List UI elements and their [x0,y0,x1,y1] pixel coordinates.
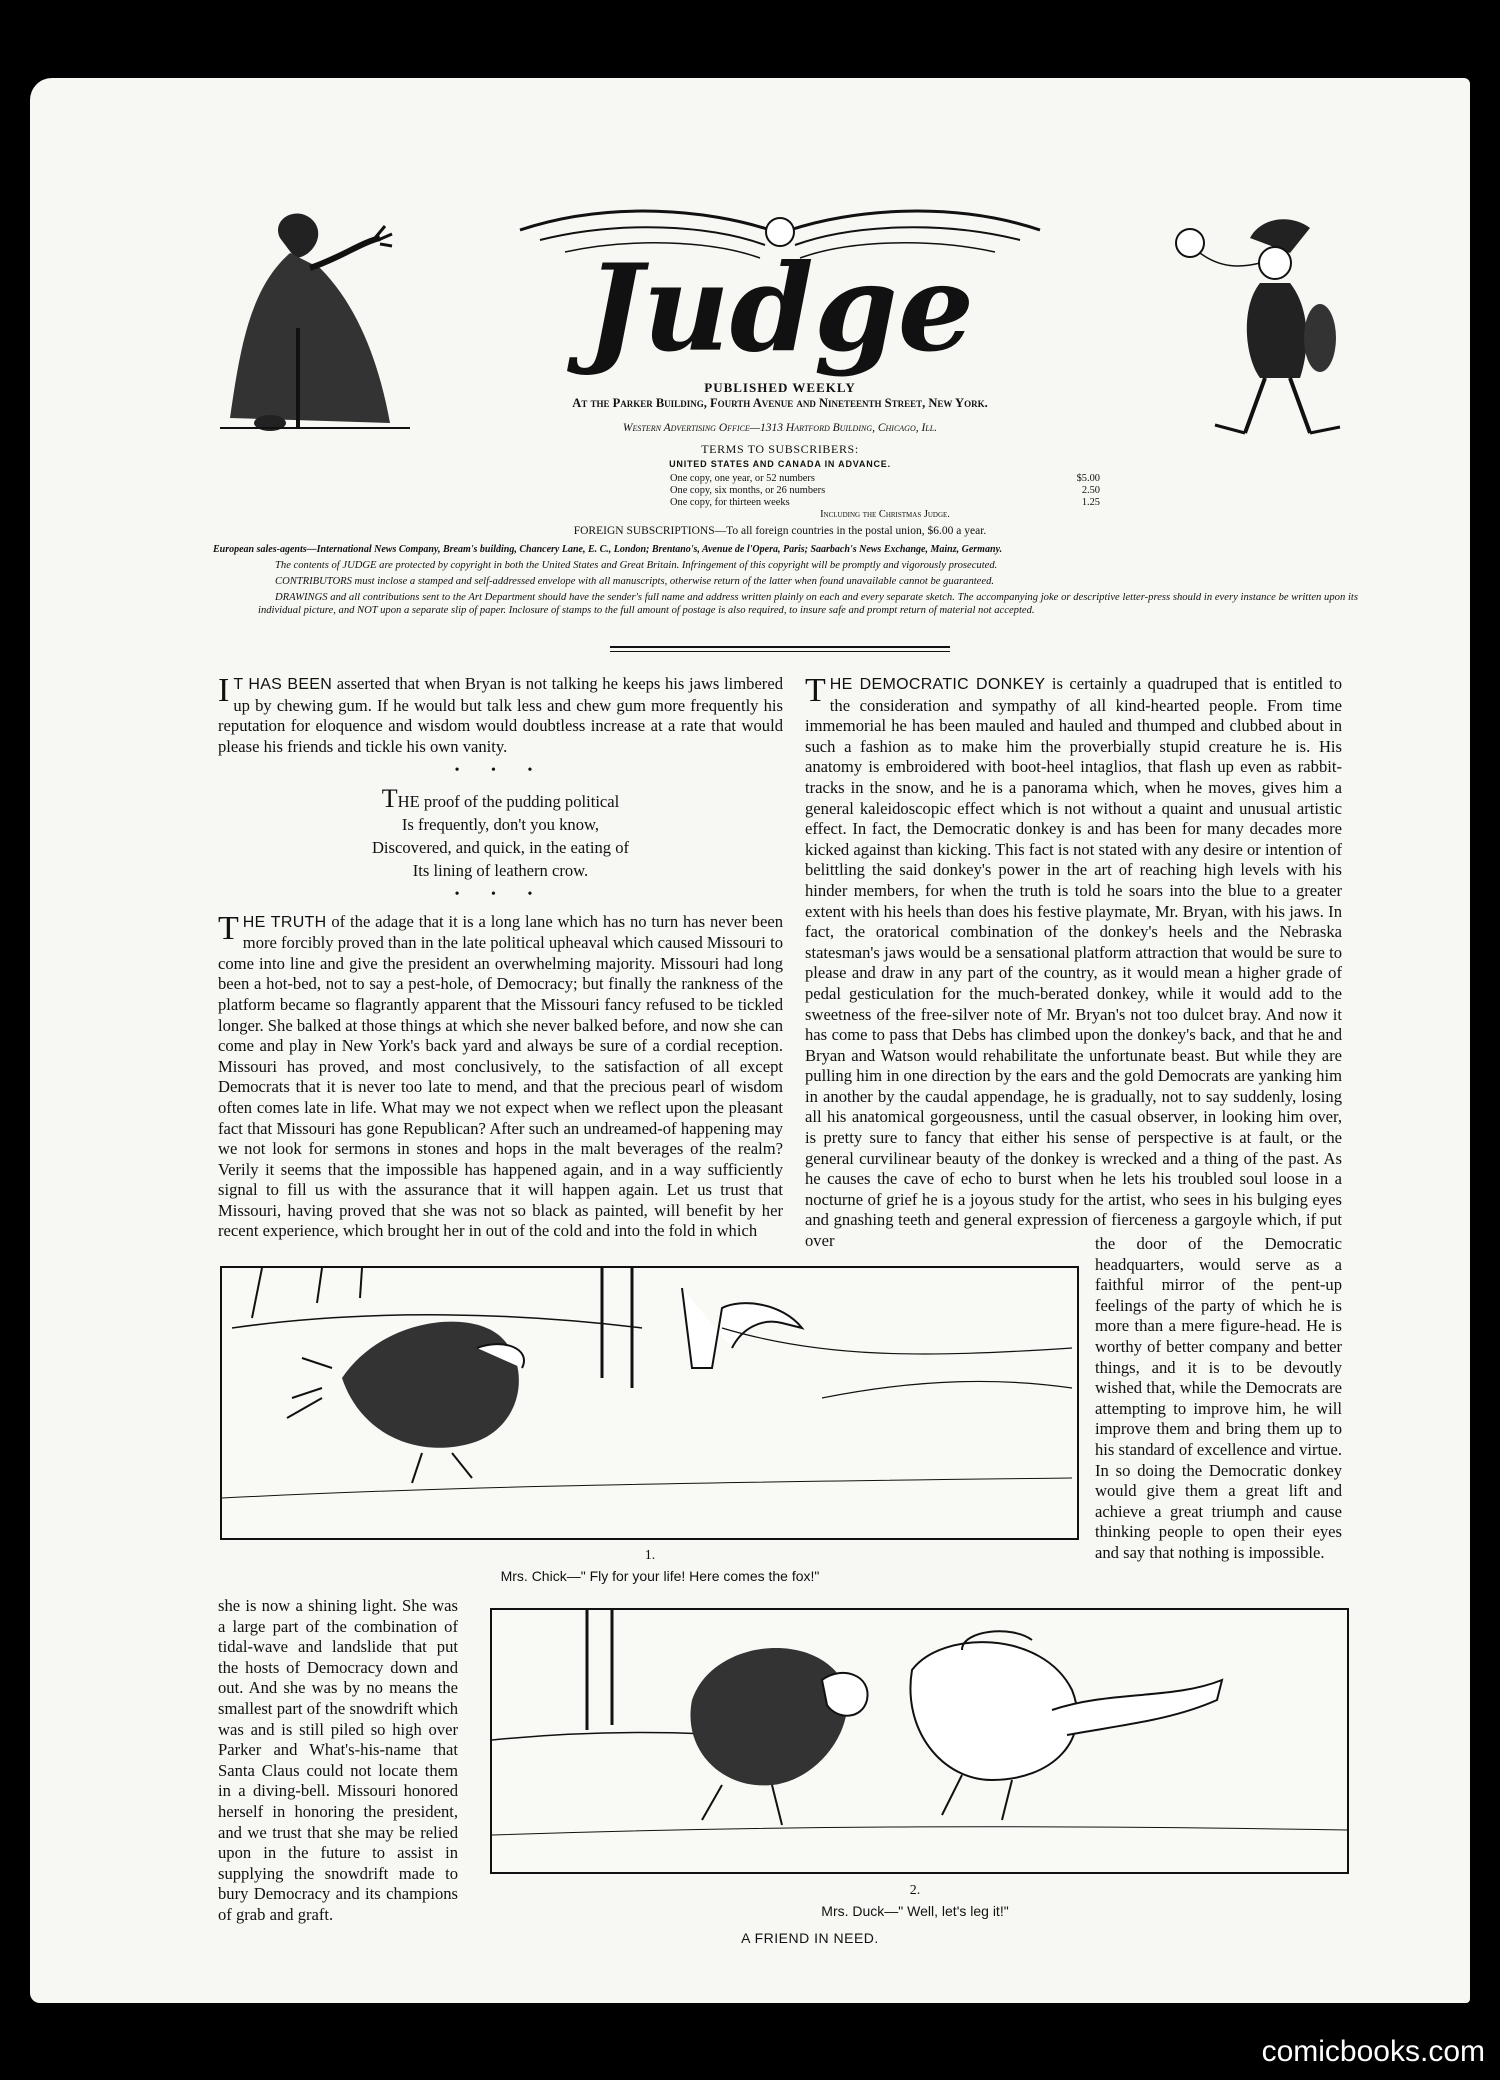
watermark: comicbooks.com [1261,2035,1485,2068]
poem: THE proof of the pudding political Is frequently, don't you know, Discovered, and quick, in the eating of Its lining of leathern crow. [371,783,630,880]
terms-heading: TERMS TO SUBSCRIBERS: [701,442,859,456]
paragraph-bryan: I T HAS BEEN asserted that when Bryan is not talking he keeps his jaws limbered up by chewing gum. If he would but talk less and chew gum more frequently his reputation for eloquence and wisdom would doubtless increase at a rate that would please his friends and tickle his own vanity. [218,672,783,756]
left-column [218,674,783,1242]
panel-2-caption: Mrs. Duck—" Well, let's leg it!" [821,1903,1009,1919]
terms-row: One copy, for thirteen weeks 1.25 [670,497,1100,508]
separator-dots: • • • [454,886,547,902]
contributors-notice: CONTRIBUTORS must inclose a stamped and self-addressed envelope with all manuscripts, otherwise return of the latter when found unavailable cannot be guaranteed. [275,576,995,587]
copyright-notice: The contents of JUDGE are protected by copyright in both the United States and Great Britain. Infringement of this copyright will be promptly and vigorously prosecuted. [275,560,998,571]
cartoon-panel-2 [490,1608,1349,1874]
european-agents: European sales-agents—International News Company, Bream's building, Chancery Lane, E. C., London; Brentano's, Avenue de l'Opera, Paris; Saarbach's News Exchange, Mainz, Germany. [213,544,1003,555]
cartoon-title: A FRIEND IN NEED. [741,1930,879,1946]
drawings-notice: DRAWINGS and all contributions sent to the Art Department should have the sender's full name and address written plainly on each and every separate sketch. The accompanying joke or descriptive letter-press should in every instance be written upon its individual picture, and NOT upon a separate slip of paper. Inclosure of stamps to the full amount of postage is also required, to insure safe and prompt return of material not accepted. [258,592,1358,616]
terms-row: One copy, one year, or 52 numbers $5.00 [670,473,1100,484]
cartoon-panel-1 [220,1266,1079,1540]
magazine-page [30,78,1470,2003]
panel-1-number: 1. [644,1548,656,1563]
logo-text: Judge [585,238,975,379]
terms-table [670,473,1100,521]
chick-duck-drawing [492,1610,1347,1872]
right-column-narrow: the door of the Democratic headquarters, would serve as a faithful mirror of the pent-up feelings of the party of which he is more than a mere figure-head. He is worthy of better company and better things, and it is to be devoutly wished that, while the Democrats are attempting to improve him, he will improve them and bring them up to his standard of excellence and virtue. In so doing the Democratic donkey would give them a great lift and achieve a great triumph and cause thinking people to open their eyes and say that nothing is impossible. [1095,1234,1342,1562]
paragraph-donkey: THE DEMOCRATIC DONKEY is certainly a quadruped that is entitled to the consideration and sympathy of all kind-hearted people. From time immemorial he has been mauled and hauled and thumped and clubbed about in such a fashion as to make him the proverbially stupid creature he is. His anatomy is embroidered with boot-heel intaglios, that flash up even as rabbit-tracks in the snow, and he is a panorama which, when he moves, gives him a general kaleidoscopic effect which is not without a quaint and unusual artistic effect. In fact, the Democratic donkey is and has been for many decades more kicked against than kicking. This fact is not stated with any desire or intention of belittling the said donkey's power in the art of reaching high levels with his hinder members, for when the truth is told he soars into the blue to a greater extent with his heels than does his festive playmate, Mr. Bryan, with his jaws. In fact, the oratorical combination of the donkey's heels and the Nebraska statesman's jaws would be a sensational platform attraction that would be sure to please and draw in any part of the country, as it would mean a higher grade of pedal gesticulation for the much-berated donkey, while it would add to the sweetness of the free-silver note of Mr. Bryan's not too dulcet bray. And now it has come to pass that Debs has climbed upon the donkey's back, and that he and Bryan and Watson would rehabilitate the unfortunate beast. But while they are pulling him in one direction by the ears and the gold Democrats are yanking him in another by the caudal appendage, he is gradually, not to say suddenly, losing all his anatomical gorgeousness, until the casual observer, in looking him over, is pretty sure to fancy that either his sense of perspective is at fault, or the general curvilinear beauty of the donkey is wrecked and a thing of the past. As he causes the cave of echo to burst when he lets his troubled soul loose in a nocturne of grief he is a joyous study for the artist, who sees in his bulging eyes and gnashing teeth and general expression of fierceness a gargoyle which, if put over [805,672,1342,1251]
masthead-rule [610,646,950,652]
terms-row: One copy, six months, or 26 numbers 2.50 [670,485,1100,496]
western-office: Western Advertising Office—1313 Hartford Building, Chicago, Ill. [622,422,938,434]
panel-1-caption: Mrs. Chick—" Fly for your life! Here comes the fox!" [500,1568,820,1584]
judge-logo [510,190,1050,380]
publisher-address: At the Parker Building, Fourth Avenue and Nineteenth Street, New York. [572,396,988,410]
foreign-subscriptions: FOREIGN SUBSCRIPTIONS—To all foreign countries in the postal union, $6.00 a year. [573,525,987,537]
terms-note: Including the Christmas Judge. [820,509,950,520]
terms-subheading: UNITED STATES AND CANADA IN ADVANCE. [669,459,891,469]
left-column-continuation: she is now a shining light. She was a large part of the combination of tidal-wave and landslide that put the hosts of Democracy down and out. And she was by no means the smallest part of the snowdrift which was and is still piled so high over Parker and What's-his-name that Santa Claus could not locate them in a diving-bell. Missouri honored herself in honoring the president, and we trust that she may be relied upon in the future to assist in supplying the snowdrift made to bury Democracy and its champions of grab and graft. [218,1596,458,1924]
published-weekly: PUBLISHED WEEKLY [704,380,856,395]
paragraph-missouri: THE TRUTH of the adage that it is a long lane which has no turn has never been more forcibly proved than in the late political upheaval which caused Missouri to come into line and give the president an overwhelming majority. Missouri had long been a hot-bed, not to say a pest-hole, of Democracy; but finally the rankness of the platform became so flagrantly apparent that the Missouri fancy refused to be tickled longer. She balked at those things at which she never balked before, and now she can come and play in New York's back yard and always be sure of a cordial reception. Missouri has proved, and most conclusively, to the satisfaction of all except Democrats that it is never too late to mend, and that the precious pearl of wisdom often comes late in life. What may we not expect when we reflect upon the pleasant fact that Missouri has gone Republican? After such an undreamed-of happening may we not look for sermons in stones and hops in the malt beverages of the realm? Verily it seems that the impossible has happened again, and in a way sufficiently signal to fill us with the assurance that it will happen again. Let us trust that Missouri, having proved that she was not so black as painted, will benefit by her recent experience, which brought her in out of the cold and into the fold in which [218,909,783,1241]
panel-2-number: 2. [909,1883,921,1898]
right-column [805,674,1342,1252]
separator-dots: • • • [454,763,547,779]
chick-fox-drawing [222,1268,1077,1538]
